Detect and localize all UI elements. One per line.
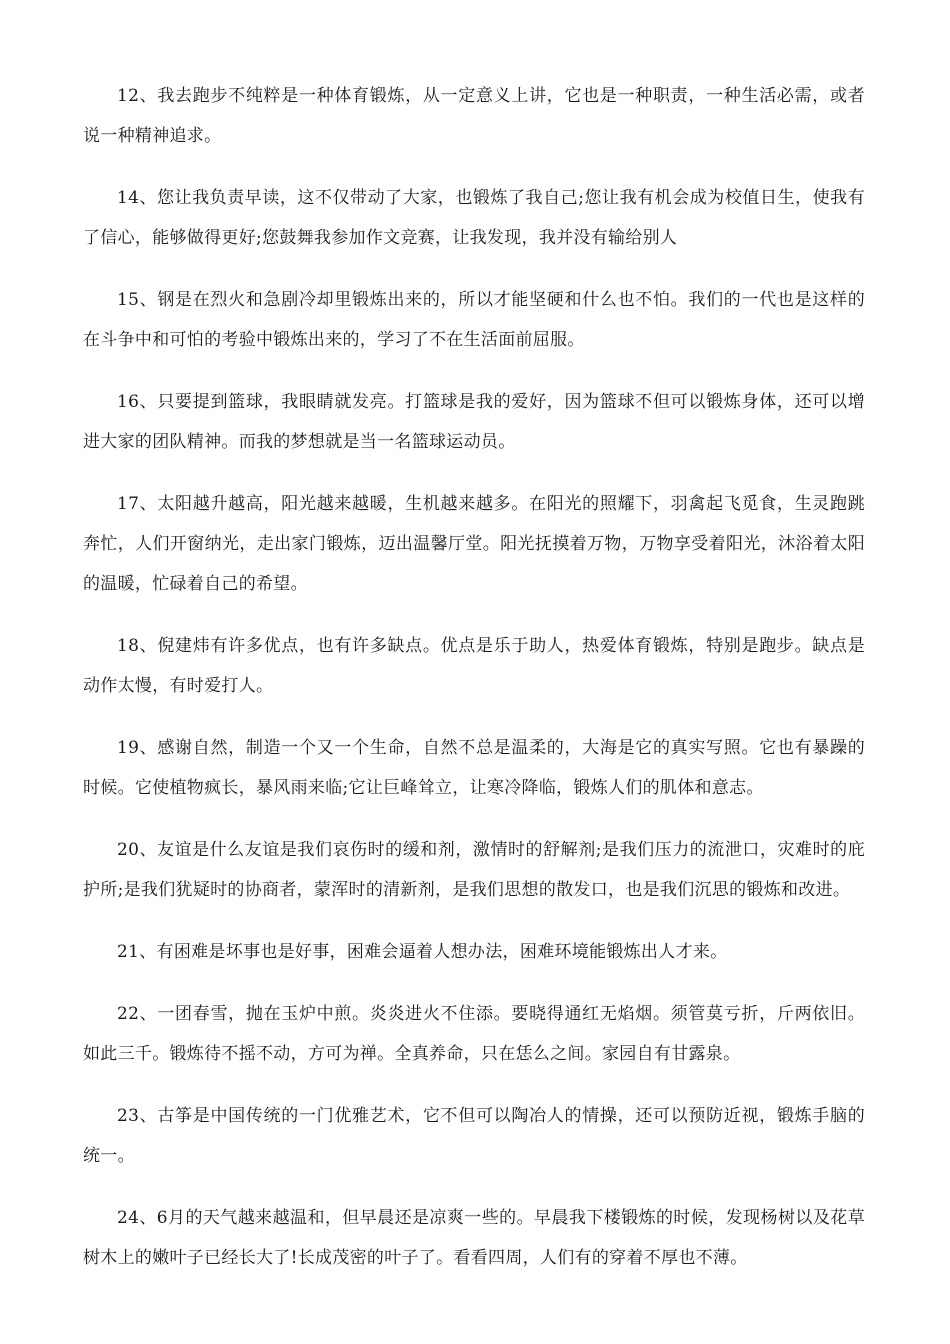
paragraph-15: 15、钢是在烈火和急剧冷却里锻炼出来的，所以才能坚硬和什么也不怕。我们的一代也是这样的在斗争中和可怕的考验中锻炼出来的，学习了不在生活面前屈服。: [83, 290, 865, 350]
paragraph-16: 16、只要提到篮球，我眼睛就发亮。打篮球是我的爱好，因为篮球不但可以锻炼身体，还可以增进大家的团队精神。而我的梦想就是当一名篮球运动员。: [83, 392, 865, 452]
paragraph-17: 17、太阳越升越高，阳光越来越暖，生机越来越多。在阳光的照耀下，羽禽起飞觅食，生灵跑跳奔忙，人们开窗纳光，走出家门锻炼，迈出温馨厅堂。阳光抚摸着万物，万物享受着阳光，沐浴着太阳的温暖，忙碌着自己的希望。: [83, 494, 865, 594]
paragraph-19: 19、感谢自然，制造一个又一个生命，自然不总是温柔的，大海是它的真实写照。它也有暴躁的时候。它使植物疯长，暴风雨来临;它让巨峰耸立，让寒冷降临，锻炼人们的肌体和意志。: [83, 738, 865, 798]
paragraph-18: 18、倪建炜有许多优点，也有许多缺点。优点是乐于助人，热爱体育锻炼，特别是跑步。缺点是动作太慢，有时爱打人。: [83, 636, 865, 696]
paragraph-21: 21、有困难是坏事也是好事，困难会逼着人想办法，困难环境能锻炼出人才来。: [117, 942, 728, 962]
paragraph-24: 24、6月的天气越来越温和，但早晨还是凉爽一些的。早晨我下楼锻炼的时候，发现杨树以及花草树木上的嫩叶子已经长大了!长成茂密的叶子了。看看四周，人们有的穿着不厚也不薄。: [83, 1208, 865, 1268]
paragraph-20: 20、友谊是什么友谊是我们哀伤时的缓和剂，激情时的舒解剂;是我们压力的流泄口，灾难时的庇护所;是我们犹疑时的协商者，蒙浑时的清新剂，是我们思想的散发口，也是我们沉思的锻炼和改进。: [83, 840, 865, 900]
paragraph-14: 14、您让我负责早读，这不仅带动了大家，也锻炼了我自己;您让我有机会成为校值日生，使我有了信心，能够做得更好;您鼓舞我参加作文竞赛，让我发现，我并没有输给别人: [83, 188, 865, 248]
paragraph-23: 23、古筝是中国传统的一门优雅艺术，它不但可以陶冶人的情操，还可以预防近视，锻炼手脑的统一。: [83, 1106, 865, 1166]
document-body: [83, 76, 865, 1300]
paragraph-12: 12、我去跑步不纯粹是一种体育锻炼，从一定意义上讲，它也是一种职责，一种生活必需，或者说一种精神追求。: [83, 86, 865, 146]
paragraph-22: 22、一团春雪，抛在玉炉中煎。炎炎进火不住添。要晓得通红无焰烟。须管莫亏折，斤两依旧。如此三千。锻炼待不摇不动，方可为禅。全真养命，只在恁么之间。家园自有甘露泉。: [83, 1004, 865, 1064]
